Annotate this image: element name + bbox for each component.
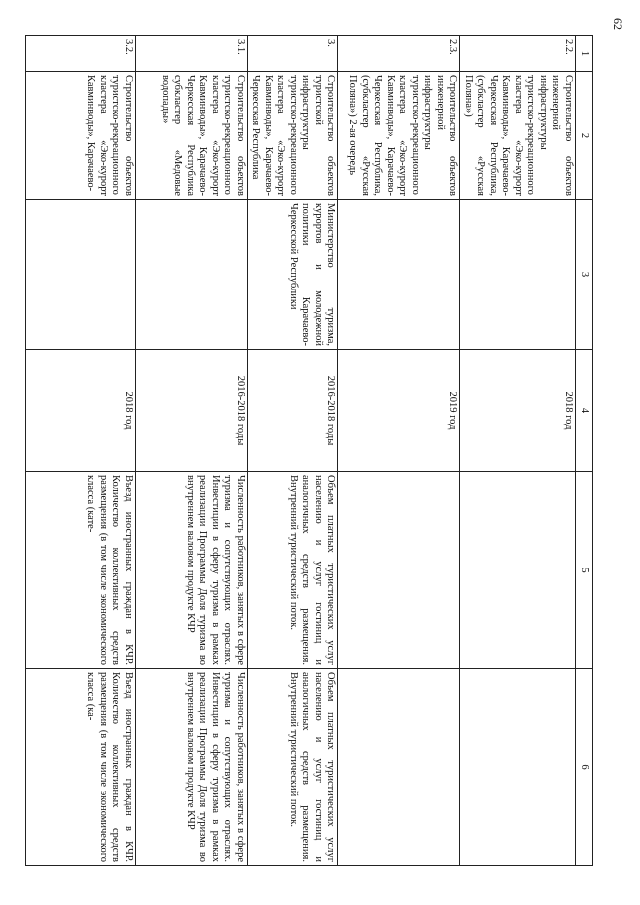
table-row <box>248 36 339 866</box>
executor <box>26 200 136 350</box>
row-number: 2.2. <box>460 36 576 72</box>
table-row <box>460 36 576 866</box>
rotated-table-container <box>43 35 593 865</box>
row-number: 3.2. <box>26 36 136 72</box>
executor: Министерство туризма, курортов и молодежной политики Карачаево-Черкесской Республики <box>248 200 339 350</box>
indicators-2 <box>460 669 576 866</box>
table-row <box>136 36 248 866</box>
period: 2018 год <box>26 350 136 472</box>
row-number: 2.3. <box>338 36 460 72</box>
col-header-1: 1 <box>576 36 593 72</box>
col-header-3: 3 <box>576 200 593 350</box>
indicators: Объем платных туристических услуг населению и услуг гостиниц и аналогичных средств размещения. Внутренний туристический поток. <box>248 472 339 669</box>
indicators <box>338 472 460 669</box>
page-number: 62 <box>611 18 625 30</box>
header-row <box>576 36 593 866</box>
period: 2016-2018 годы <box>248 350 339 472</box>
indicators-2: Численность работников, занятых в сфере туризма и сопутствующих отраслях. Инвестиции в сферу туризма в рамках реализации Программы Доля туризма во внутреннем валовом продукте КЧР <box>136 669 248 866</box>
col-header-5: 5 <box>576 472 593 669</box>
indicators-2 <box>338 669 460 866</box>
col-header-2: 2 <box>576 72 593 200</box>
indicators-2: Объем платных туристических услуг населению и услуг гостиниц и аналогичных средств размещения. Внутренний туристический поток. <box>248 669 339 866</box>
indicators: Въезд иностранных граждан в КЧР. Количество коллективных средств размещения (в том числе экономического класса (кате- <box>26 472 136 669</box>
table-row <box>338 36 460 866</box>
indicators: Численность работников, занятых в сфере туризма и сопутствующих отраслях. Инвестиции в сферу туризма в рамках реализации Программы Доля туризма во внутреннем валовом продукте КЧР <box>136 472 248 669</box>
measure-name: Строительство объектов туристской инфраструктуры туристско-рекреационного кластера «Эко-курорт Кавминводы», Карачаево-Черкесская Республика <box>248 72 339 200</box>
measure-name: Строительство объектов туристско-рекреационного кластера «Эко-курорт Кавминводы», Карачаево-Черкесская Республика субкластер «Медовые водопады» <box>136 72 248 200</box>
table-row <box>26 36 136 866</box>
row-number: 3. <box>248 36 339 72</box>
period: 2016-2018 годы <box>136 350 248 472</box>
measure-name: Строительство объектов инженерной инфраструктуры туристско-рекреационного кластера «Эко-курорт Кавминводы», Карачаево-Черкесская Республика, (субкластер «Русская Поляна») <box>460 72 576 200</box>
measure-name: Строительство объектов туристско-рекреационного кластера «Эко-курорт Кавминводы», Карачаево- <box>26 72 136 200</box>
executor <box>338 200 460 350</box>
executor <box>136 200 248 350</box>
program-measures-table <box>25 35 593 866</box>
period: 2018 год <box>460 350 576 472</box>
row-number: 3.1. <box>136 36 248 72</box>
executor <box>460 200 576 350</box>
indicators <box>460 472 576 669</box>
indicators-2: Въезд иностранных граждан в КЧР. Количество коллективных средств размещения (в том числе экономического класса (ка- <box>26 669 136 866</box>
period: 2019 год <box>338 350 460 472</box>
measure-name: Строительство объектов инженерной инфраструктуры туристско-рекреационного кластера «Эко-курорт Кавминводы», Карачаево-Черкесская Республика, (субкластер «Русская Поляна») 2-ая очередь <box>338 72 460 200</box>
col-header-4: 4 <box>576 350 593 472</box>
col-header-6: 6 <box>576 669 593 866</box>
